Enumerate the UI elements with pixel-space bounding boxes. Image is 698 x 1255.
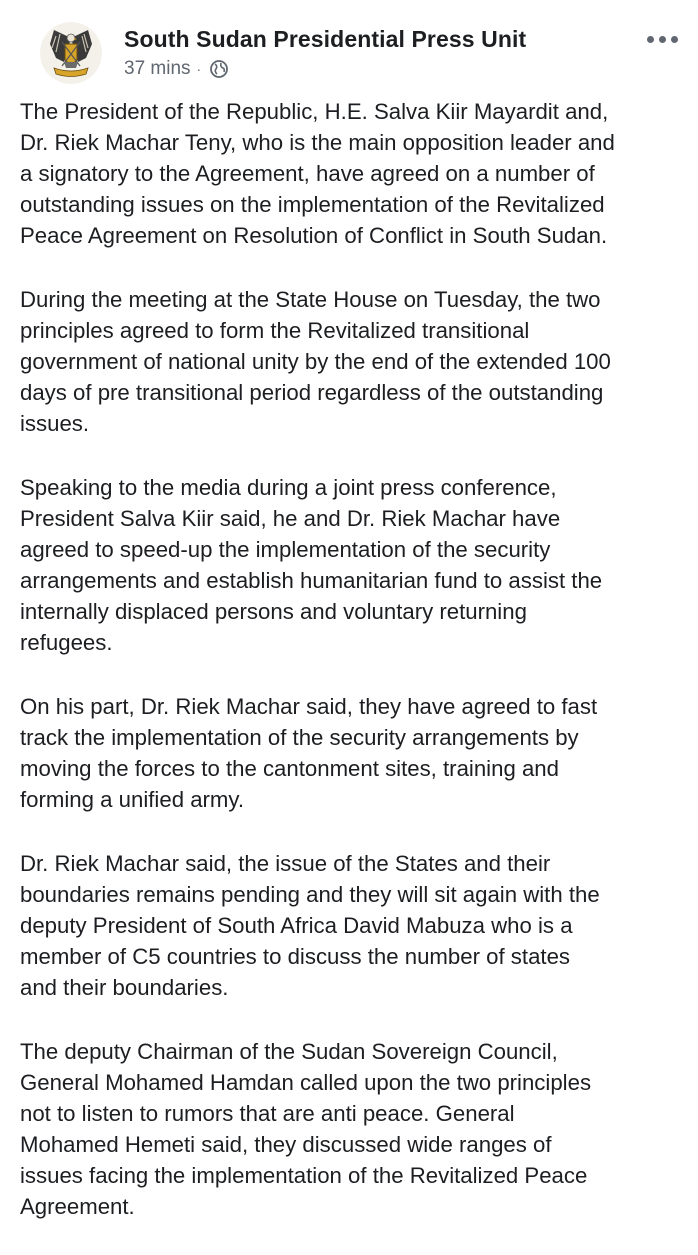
post-paragraph: During the meeting at the State House on Tuesday, the two principles agreed to form the Revitalized transitional government of national unity by the end of the extended 100 days of pre transitional period regardless of the outstanding issues. bbox=[20, 287, 611, 436]
ellipsis-dot bbox=[659, 36, 666, 43]
meta-separator: · bbox=[196, 61, 202, 77]
post-paragraph: The deputy Chairman of the Sudan Sovereign Council, General Mohamed Hamdan called upon the two principles not to listen to rumors that are anti peace. General Mohamed Hemeti said, they discussed wide ranges of issues facing the implementation of the Revitalized Peace Agreement. bbox=[20, 1039, 592, 1219]
post-paragraph: The President of the Republic, H.E. Salva Kiir Mayardit and, Dr. Riek Machar Teny, who is the main opposition leader and a signatory to the Agreement, have agreed on a number of outstanding issues on the implementation of the Revitalized Peace Agreement on Resolution of Conflict in South Sudan. bbox=[20, 99, 615, 248]
avatar[interactable] bbox=[40, 22, 102, 84]
page-name-link[interactable]: South Sudan Presidential Press Unit bbox=[124, 26, 527, 52]
post-paragraph: Speaking to the media during a joint press conference, President Salva Kiir said, he and Dr. Riek Machar have agreed to speed-up the implementation of the security arrangements and establish humanitarian fund to assist the internally displaced persons and voluntary returning refugees. bbox=[20, 475, 603, 655]
post-timestamp[interactable]: 37 mins bbox=[124, 58, 191, 79]
post-paragraph: On his part, Dr. Riek Machar said, they have agreed to fast track the implementation of the security arrangements by moving the forces to the cantonment sites, training and forming a unified army. bbox=[20, 694, 598, 812]
ellipsis-icon[interactable] bbox=[647, 36, 678, 43]
post-header bbox=[20, 0, 698, 92]
coat-of-arms-eagle-icon bbox=[40, 22, 102, 84]
post-body bbox=[20, 96, 690, 1255]
post-meta bbox=[124, 58, 229, 80]
post-paragraph: Dr. Riek Machar said, the issue of the States and their boundaries remains pending and they will sit again with the deputy President of South Africa David Mabuza who is a member of C5 countries to discuss the number of states and their boundaries. bbox=[20, 851, 600, 1000]
ellipsis-dot bbox=[647, 36, 654, 43]
globe-icon[interactable] bbox=[209, 59, 229, 79]
ellipsis-dot bbox=[671, 36, 678, 43]
